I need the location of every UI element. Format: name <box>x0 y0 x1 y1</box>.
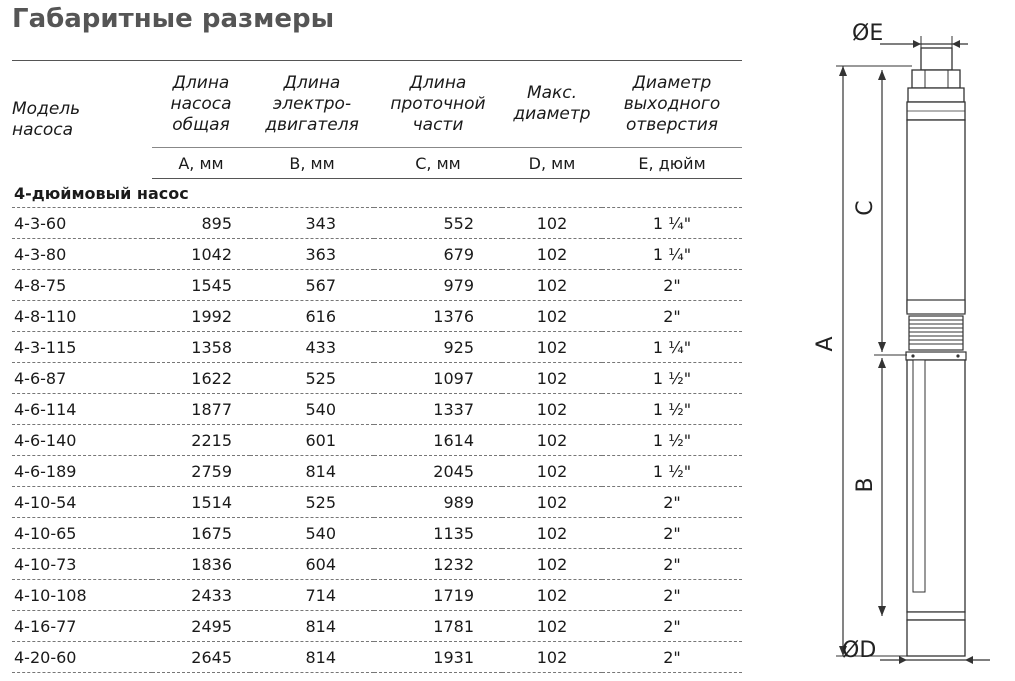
cell-length-a: 1514 <box>152 487 250 518</box>
cell-diameter-d: 102 <box>502 518 602 549</box>
cell-diameter-d: 102 <box>502 456 602 487</box>
cell-length-c: 2045 <box>374 456 502 487</box>
cell-length-a: 2645 <box>152 642 250 673</box>
cell-model: 4-6-140 <box>12 425 152 456</box>
cell-length-b: 540 <box>250 394 374 425</box>
cell-model: 4-3-80 <box>12 239 152 270</box>
cell-model: 4-6-87 <box>12 363 152 394</box>
column-unit-hydraulic-length: C, мм <box>374 148 502 179</box>
table-row <box>12 456 742 487</box>
cell-length-c: 979 <box>374 270 502 301</box>
table-row <box>12 642 742 673</box>
cell-length-c: 1135 <box>374 518 502 549</box>
arrow-b-top <box>878 358 886 368</box>
cell-length-b: 363 <box>250 239 374 270</box>
cell-length-a: 1358 <box>152 332 250 363</box>
column-unit-max-diameter: D, мм <box>502 148 602 179</box>
cell-length-b: 525 <box>250 487 374 518</box>
column-header-outlet-diameter: Диаметр выходного отверстия <box>602 61 742 148</box>
cell-length-a: 1622 <box>152 363 250 394</box>
column-header-length-total: Длина насоса общая <box>152 61 250 148</box>
cell-model: 4-10-54 <box>12 487 152 518</box>
cell-outlet-e: 1 ½" <box>602 456 742 487</box>
cell-model: 4-6-189 <box>12 456 152 487</box>
cell-length-c: 1376 <box>374 301 502 332</box>
motor-bottom-band <box>907 612 965 620</box>
cell-length-a: 1836 <box>152 549 250 580</box>
cell-length-c: 1097 <box>374 363 502 394</box>
motor-bottom-cap <box>907 620 965 656</box>
cell-length-a: 2433 <box>152 580 250 611</box>
cell-outlet-e: 2" <box>602 611 742 642</box>
arrow-c-top <box>878 70 886 80</box>
section-row <box>12 179 742 208</box>
arrow-d-right <box>965 656 973 664</box>
cell-length-c: 1232 <box>374 549 502 580</box>
cell-model: 4-3-115 <box>12 332 152 363</box>
section-label: 4-дюймовый насос <box>12 179 742 208</box>
pump-head <box>908 88 964 102</box>
cell-diameter-d: 102 <box>502 301 602 332</box>
table-row <box>12 611 742 642</box>
column-unit-outlet-diameter: E, дюйм <box>602 148 742 179</box>
cell-diameter-d: 102 <box>502 425 602 456</box>
cell-length-b: 604 <box>250 549 374 580</box>
page-title: Габаритные размеры <box>12 4 335 34</box>
cable-guard <box>913 360 925 592</box>
cell-length-c: 1781 <box>374 611 502 642</box>
cell-length-b: 567 <box>250 270 374 301</box>
cell-length-b: 343 <box>250 208 374 239</box>
arrow-a-top <box>839 66 847 76</box>
dimension-label-b: B <box>853 477 878 493</box>
arrow-c-bottom <box>878 342 886 352</box>
outlet-fitting <box>921 48 952 70</box>
dimension-label-d: ØD <box>842 638 877 663</box>
cell-length-c: 925 <box>374 332 502 363</box>
cell-length-a: 1545 <box>152 270 250 301</box>
cell-model: 4-10-65 <box>12 518 152 549</box>
cell-model: 4-10-73 <box>12 549 152 580</box>
cell-outlet-e: 2" <box>602 518 742 549</box>
pump-body <box>907 120 965 312</box>
cell-outlet-e: 2" <box>602 642 742 673</box>
cell-diameter-d: 102 <box>502 580 602 611</box>
cell-model: 4-3-60 <box>12 208 152 239</box>
cell-length-c: 1931 <box>374 642 502 673</box>
cell-diameter-d: 102 <box>502 239 602 270</box>
cell-diameter-d: 102 <box>502 549 602 580</box>
cell-model: 4-16-77 <box>12 611 152 642</box>
cell-diameter-d: 102 <box>502 332 602 363</box>
cell-diameter-d: 102 <box>502 642 602 673</box>
column-header-hydraulic-length: Длина проточной части <box>374 61 502 148</box>
cell-outlet-e: 2" <box>602 549 742 580</box>
table-row <box>12 518 742 549</box>
arrow-e-left <box>913 40 921 48</box>
table-row <box>12 487 742 518</box>
cell-outlet-e: 2" <box>602 487 742 518</box>
table-row <box>12 549 742 580</box>
arrow-e-right <box>952 40 960 48</box>
cell-length-b: 525 <box>250 363 374 394</box>
cell-outlet-e: 1 ½" <box>602 425 742 456</box>
cell-length-b: 540 <box>250 518 374 549</box>
cell-length-a: 1992 <box>152 301 250 332</box>
cell-length-a: 2495 <box>152 611 250 642</box>
dimension-label-a: A <box>813 336 838 352</box>
cell-model: 4-6-114 <box>12 394 152 425</box>
arrow-b-bottom <box>878 606 886 616</box>
cell-outlet-e: 1 ¼" <box>602 239 742 270</box>
cell-length-a: 1042 <box>152 239 250 270</box>
cell-diameter-d: 102 <box>502 487 602 518</box>
table-row <box>12 363 742 394</box>
cell-length-a: 895 <box>152 208 250 239</box>
cell-length-b: 814 <box>250 642 374 673</box>
cell-outlet-e: 1 ¼" <box>602 332 742 363</box>
cell-length-c: 1719 <box>374 580 502 611</box>
cell-length-a: 1877 <box>152 394 250 425</box>
cell-length-c: 679 <box>374 239 502 270</box>
cell-model: 4-20-60 <box>12 642 152 673</box>
dimension-label-c: C <box>853 200 878 216</box>
column-header-motor-length: Длина электро- двигателя <box>250 61 374 148</box>
flange-bolt-right <box>956 354 959 357</box>
intake-grille-slots <box>909 320 963 344</box>
cell-diameter-d: 102 <box>502 208 602 239</box>
cell-length-c: 552 <box>374 208 502 239</box>
cell-length-b: 714 <box>250 580 374 611</box>
cell-outlet-e: 2" <box>602 580 742 611</box>
cell-length-a: 2759 <box>152 456 250 487</box>
cell-length-b: 616 <box>250 301 374 332</box>
column-unit-length-total: A, мм <box>152 148 250 179</box>
intake-grille <box>909 316 963 350</box>
cell-length-b: 814 <box>250 611 374 642</box>
table-row <box>12 394 742 425</box>
table-row <box>12 208 742 239</box>
cell-diameter-d: 102 <box>502 611 602 642</box>
cell-diameter-d: 102 <box>502 394 602 425</box>
flange-bolt-left <box>911 354 914 357</box>
table-row <box>12 425 742 456</box>
cell-outlet-e: 2" <box>602 270 742 301</box>
cell-length-c: 1337 <box>374 394 502 425</box>
cell-model: 4-8-75 <box>12 270 152 301</box>
cell-outlet-e: 2" <box>602 301 742 332</box>
cell-length-b: 814 <box>250 456 374 487</box>
dimensions-table <box>12 60 742 673</box>
table-row <box>12 332 742 363</box>
cell-outlet-e: 1 ¼" <box>602 208 742 239</box>
cell-model: 4-8-110 <box>12 301 152 332</box>
column-unit-motor-length: B, мм <box>250 148 374 179</box>
pump-dimension-diagram <box>780 0 1015 681</box>
cell-outlet-e: 1 ½" <box>602 363 742 394</box>
table-row <box>12 580 742 611</box>
dimension-label-e: ØE <box>852 21 884 46</box>
pump-body-lower-band <box>907 300 965 314</box>
cell-length-c: 1614 <box>374 425 502 456</box>
arrow-d-left <box>899 656 907 664</box>
cell-length-a: 1675 <box>152 518 250 549</box>
column-header-model: Модель насоса <box>12 61 152 179</box>
outlet-nut <box>912 70 960 88</box>
table-row <box>12 239 742 270</box>
cell-outlet-e: 1 ½" <box>602 394 742 425</box>
cell-length-c: 989 <box>374 487 502 518</box>
cell-diameter-d: 102 <box>502 270 602 301</box>
cell-length-b: 601 <box>250 425 374 456</box>
cell-length-a: 2215 <box>152 425 250 456</box>
cell-model: 4-10-108 <box>12 580 152 611</box>
table-row <box>12 270 742 301</box>
cell-length-b: 433 <box>250 332 374 363</box>
table-row <box>12 301 742 332</box>
cell-diameter-d: 102 <box>502 363 602 394</box>
column-header-max-diameter: Макс. диаметр <box>502 61 602 148</box>
